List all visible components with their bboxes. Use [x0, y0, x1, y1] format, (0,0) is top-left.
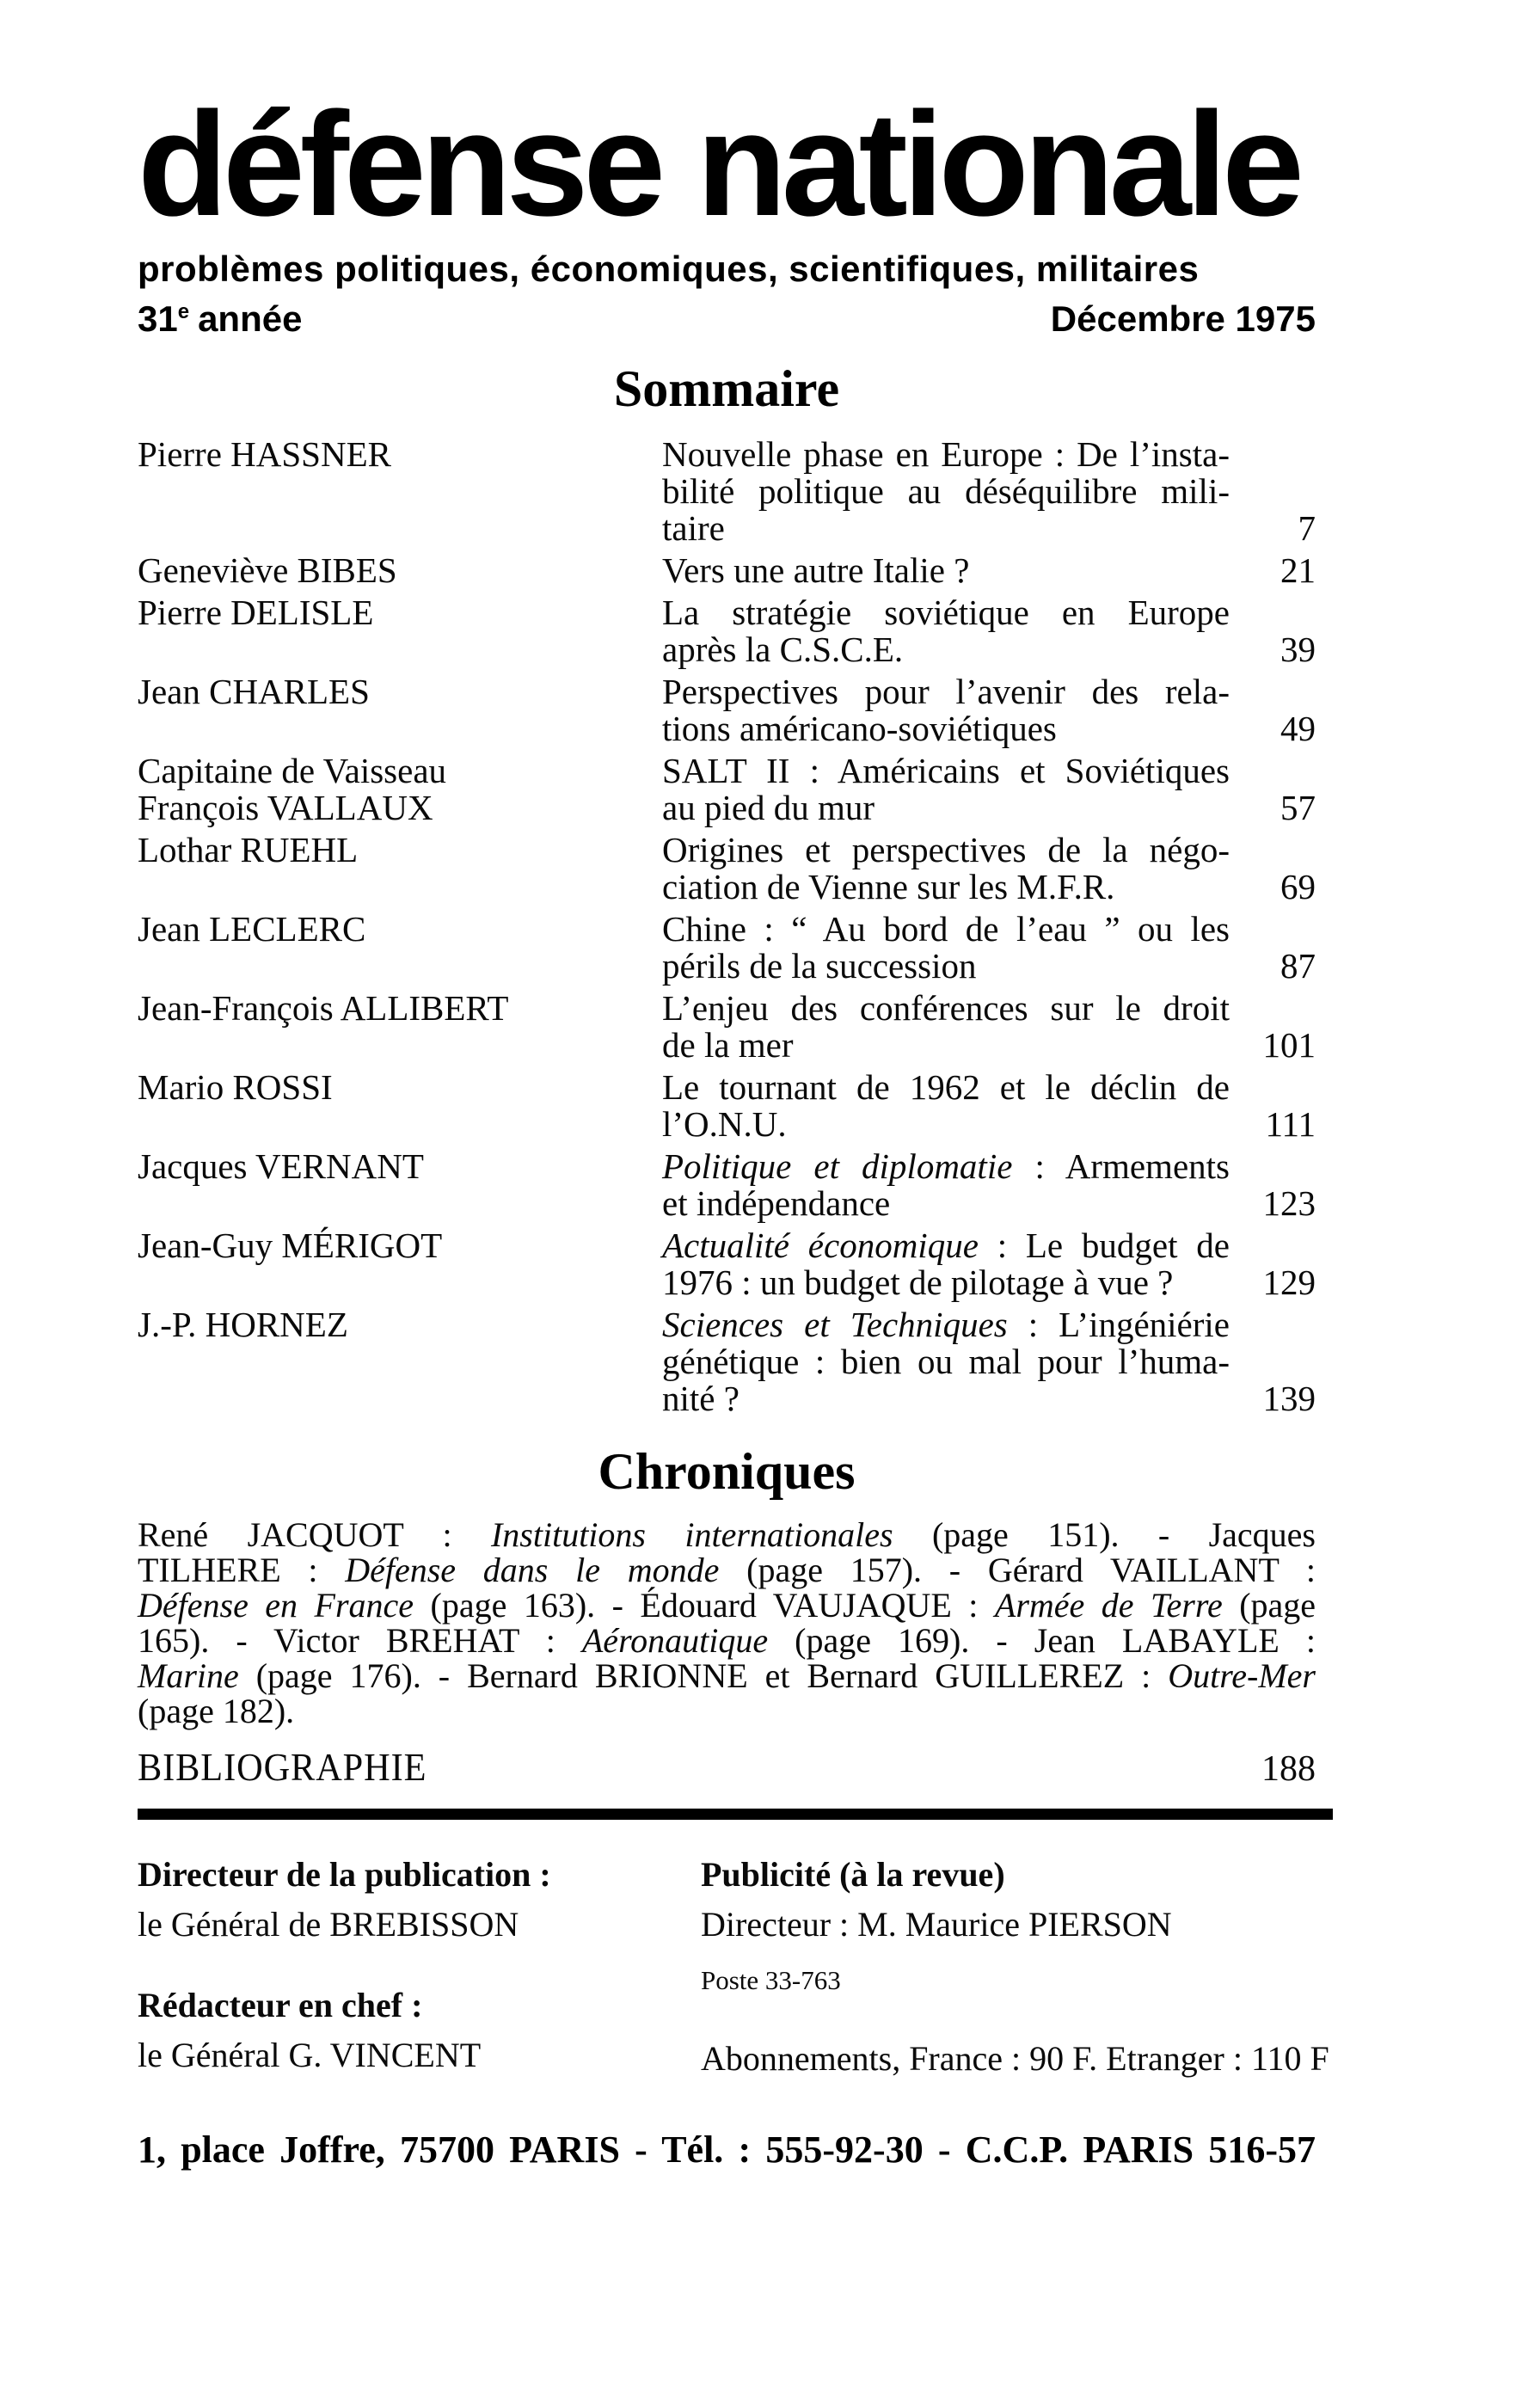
- toc-author-line: Pierre HASSNER: [138, 434, 391, 475]
- masthead-meta-row: [138, 298, 1316, 340]
- advertising-director: Directeur : M. Maurice PIERSON: [701, 1905, 1172, 1944]
- toc-author: [138, 1227, 662, 1301]
- toc-page-number: 21: [1280, 550, 1316, 591]
- text-line: L’enjeu des conférences sur le droit: [662, 988, 1230, 1029]
- text-line: (page 182).: [138, 1692, 295, 1731]
- editor-label: Rédacteur en chef :: [138, 1986, 423, 2025]
- toc-title: [662, 752, 1230, 826]
- publication-info-left: [138, 1854, 701, 2079]
- toc-author-line: Jean LECLERC: [138, 909, 366, 949]
- chroniques-heading: Chroniques: [598, 1443, 856, 1501]
- volume-year: 31e année: [138, 298, 303, 340]
- toc-entry: [138, 673, 1316, 747]
- toc-page-number: 7: [1298, 508, 1316, 549]
- toc-page-number: 123: [1262, 1183, 1316, 1224]
- text-line: La stratégie soviétique en Europe: [662, 593, 1230, 633]
- toc-title: [662, 1148, 1230, 1222]
- text-line: bilité politique au déséquilibre mili-: [662, 471, 1230, 512]
- text-line: Perspectives pour l’avenir des rela-: [662, 672, 1230, 712]
- text-line: 1976 : un budget de pilotage à vue ?: [662, 1262, 1174, 1303]
- text-line: Nouvelle phase en Europe : De l’insta-: [662, 434, 1230, 475]
- toc-author-line: Mario ROSSI: [138, 1067, 333, 1108]
- toc-page-number: 129: [1262, 1262, 1316, 1303]
- text-line: Actualité économique : Le budget de: [662, 1226, 1230, 1266]
- toc-author-line: Jean CHARLES: [138, 672, 370, 712]
- advertising-extension: Poste 33-763: [701, 1965, 841, 1996]
- toc-title: [662, 1306, 1230, 1417]
- toc-entry: [138, 1306, 1316, 1417]
- text-line: l’O.N.U.: [662, 1104, 787, 1145]
- bibliographie-label: BIBLIOGRAPHIE: [138, 1745, 427, 1790]
- toc-page-number: 111: [1265, 1104, 1316, 1145]
- toc-author: [138, 990, 662, 1064]
- toc-entry: [138, 1148, 1316, 1222]
- bibliographie-page: 188: [1261, 1749, 1316, 1790]
- toc-author: [138, 832, 662, 906]
- toc-author-line: J.-P. HORNEZ: [138, 1305, 348, 1345]
- text-line: Origines et perspectives de la négo-: [662, 830, 1230, 870]
- text-line: Le tournant de 1962 et le déclin de: [662, 1067, 1230, 1108]
- subscription-rates: Abonnements, France : 90 F. Etranger : 110 F: [701, 2038, 1329, 2078]
- toc-entry: [138, 911, 1316, 985]
- toc-author-line: François VALLAUX: [138, 788, 433, 828]
- toc-author-line: Geneviève BIBES: [138, 550, 397, 591]
- text-line: de la mer: [662, 1025, 794, 1066]
- toc-author-line: Capitaine de Vaisseau: [138, 751, 447, 791]
- toc-author: [138, 594, 662, 668]
- text-line: 165). - Victor BREHAT : Aéronautique (page 169). - Jean LABAYLE :: [138, 1621, 1316, 1661]
- toc-author-line: Jean-François ALLIBERT: [138, 988, 509, 1029]
- toc-page-number: 57: [1280, 788, 1316, 828]
- toc-author: [138, 752, 662, 826]
- toc-title: [662, 436, 1230, 547]
- director-name: le Général de BREBISSON: [138, 1905, 519, 1944]
- toc-entry: [138, 1069, 1316, 1143]
- toc-author-line: Pierre DELISLE: [138, 593, 374, 633]
- toc-title: [662, 594, 1230, 668]
- toc-author-line: Jean-Guy MÉRIGOT: [138, 1226, 443, 1266]
- toc-title: [662, 911, 1230, 985]
- toc-page-number: 49: [1280, 709, 1316, 749]
- sommaire-heading: Sommaire: [613, 360, 840, 418]
- horizontal-rule: [138, 1809, 1333, 1820]
- text-line: TILHERE : Défense dans le monde (page 157). - Gérard VAILLANT :: [138, 1551, 1316, 1590]
- toc-author: [138, 673, 662, 747]
- magazine-title: défense nationale: [138, 82, 1299, 247]
- toc-title: [662, 1227, 1230, 1301]
- text-line: taire: [662, 508, 725, 549]
- text-line: périls de la succession: [662, 946, 977, 986]
- text-line: SALT II : Américains et Soviétiques: [662, 751, 1230, 791]
- toc-title: [662, 552, 1230, 589]
- toc-author: [138, 1306, 662, 1417]
- toc-page-number: 39: [1280, 630, 1316, 670]
- text-line: au pied du mur: [662, 788, 875, 828]
- text-line: Chine : “ Au bord de l’eau ” ou les: [662, 909, 1230, 949]
- toc-author-line: Jacques VERNANT: [138, 1146, 424, 1187]
- toc-author: [138, 1069, 662, 1143]
- text-line: Défense en France (page 163). - Édouard VAUJAQUE : Armée de Terre (page: [138, 1586, 1316, 1625]
- toc-title: [662, 1069, 1230, 1143]
- toc-entry: [138, 594, 1316, 668]
- issue-date: Décembre 1975: [1050, 298, 1316, 340]
- toc-author: [138, 552, 662, 589]
- toc-page-number: 87: [1280, 946, 1316, 986]
- bibliographie-row: [138, 1744, 1316, 1790]
- chroniques-paragraph: [138, 1517, 1316, 1729]
- publication-info-right: [701, 1854, 1329, 2079]
- toc-entry: [138, 552, 1316, 589]
- toc-entry: [138, 832, 1316, 906]
- advertising-label: Publicité (à la revue): [701, 1855, 1005, 1895]
- text-line: Politique et diplomatie : Armements: [662, 1146, 1230, 1187]
- toc-page-number: 139: [1262, 1379, 1316, 1419]
- toc-entry: [138, 436, 1316, 547]
- text-line: ciation de Vienne sur les M.F.R.: [662, 867, 1115, 907]
- toc-author-line: Lothar RUEHL: [138, 830, 359, 870]
- text-line: nité ?: [662, 1379, 740, 1419]
- toc-title: [662, 990, 1230, 1064]
- text-line: et indépendance: [662, 1183, 891, 1224]
- director-label: Directeur de la publication :: [138, 1855, 551, 1895]
- toc-title: [662, 832, 1230, 906]
- magazine-subtitle: problèmes politiques, économiques, scientifiques, militaires: [138, 249, 1200, 290]
- toc-entry: [138, 752, 1316, 826]
- sommaire-list: [138, 436, 1316, 1417]
- toc-author: [138, 911, 662, 985]
- address-line: 1, place Joffre, 75700 PARIS - Tél. : 555-92-30 - C.C.P. PARIS 516-57: [138, 2128, 1316, 2171]
- editor-name: le Général G. VINCENT: [138, 2036, 482, 2075]
- toc-author: [138, 1148, 662, 1222]
- toc-entry: [138, 990, 1316, 1064]
- text-line: Marine (page 176). - Bernard BRIONNE et Bernard GUILLEREZ : Outre-Mer: [138, 1656, 1316, 1696]
- text-line: tions américano-soviétiques: [662, 709, 1057, 749]
- publication-info: [138, 1854, 1329, 2079]
- text-line: René JACQUOT : Institutions internationales (page 151). - Jacques: [138, 1515, 1316, 1555]
- toc-title: [662, 673, 1230, 747]
- toc-page-number: 101: [1262, 1025, 1316, 1066]
- toc-author: [138, 436, 662, 547]
- text-line: génétique : bien ou mal pour l’huma-: [662, 1342, 1230, 1382]
- toc-entry: [138, 1227, 1316, 1301]
- toc-page-number: 69: [1280, 867, 1316, 907]
- text-line: Sciences et Techniques : L’ingéniérie: [662, 1305, 1230, 1345]
- text-line: Vers une autre Italie ?: [662, 550, 970, 591]
- text-line: après la C.S.C.E.: [662, 630, 904, 670]
